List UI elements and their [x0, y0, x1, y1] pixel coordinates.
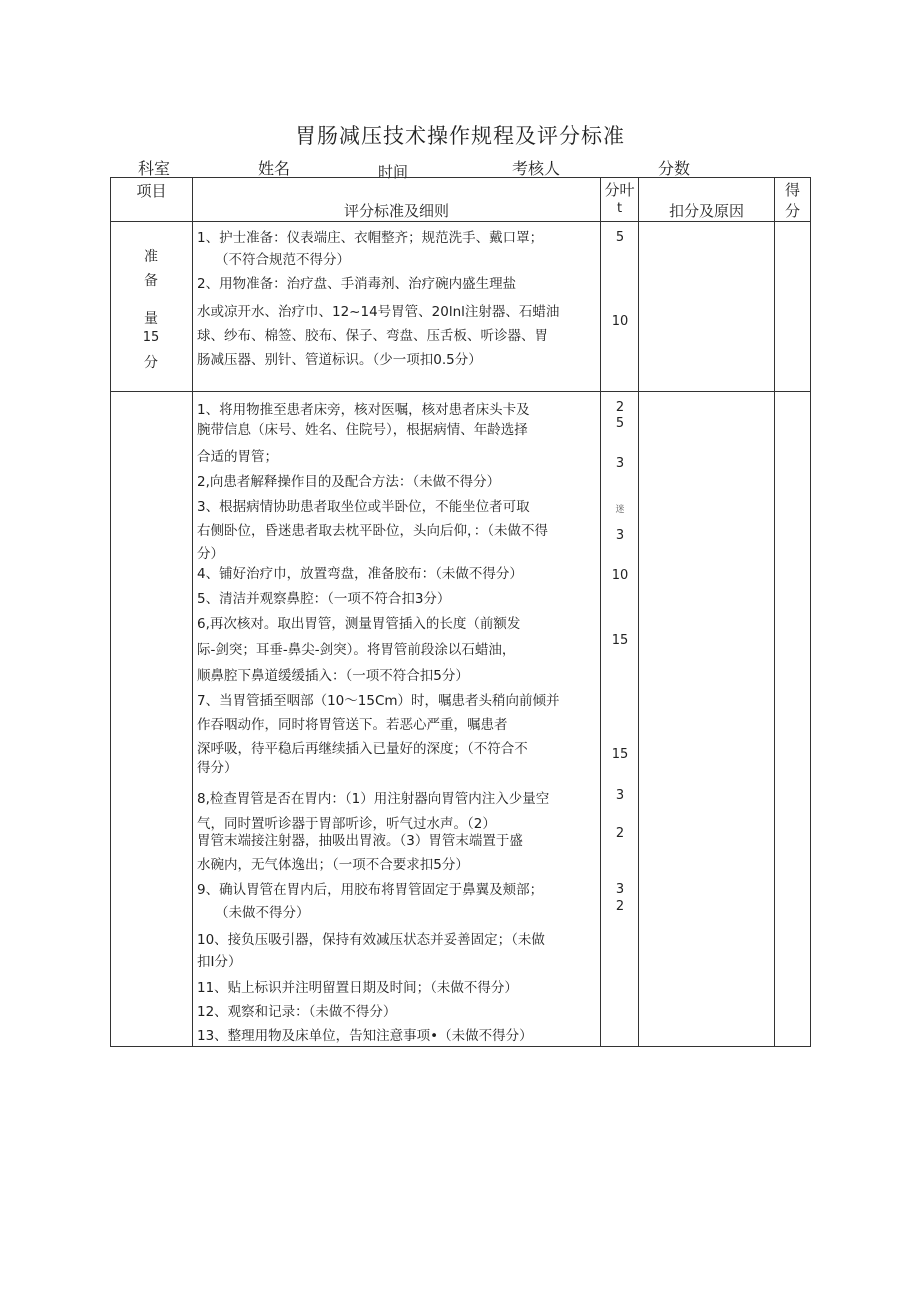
header-criteria-text: 评分标准及细则: [343, 202, 449, 220]
proc-line: 水碗内，无气体逸出；（一项不合要求扣5分）: [197, 857, 469, 873]
proc-line: 腕带信息（床号、姓名、住院号），根据病情、年龄选择: [197, 422, 528, 438]
proc-line: 4、铺好治疗巾，放置弯盘，准备胶布：（未做不得分）: [197, 566, 523, 582]
proc-line: 际-剑突；耳垂-鼻尖-剑突）。将胃管前段涂以石蜡油，: [197, 642, 516, 658]
proc-line: 7、当胃管插至咽部（10～15Cm）时，嘱患者头稍向前倾并: [197, 693, 560, 709]
proc-got-cell: [775, 392, 811, 1047]
proc-line: 12、观察和记录：（未做不得分）: [197, 1004, 397, 1020]
header-points-text-1: 分叶: [604, 181, 635, 199]
proc-score: 5: [615, 416, 625, 431]
header-got: [775, 178, 811, 222]
prep-line: 球、纱布、棉签、胶布、保子、弯盘、压舌板、听诊器、胃: [197, 328, 548, 344]
prep-score: 5: [615, 230, 625, 245]
proc-line: 6,再次核对。取出胃管，测量胃管插入的长度（前额发: [197, 616, 521, 632]
header-criteria: [193, 178, 601, 222]
proc-score: 3: [615, 528, 625, 543]
header-got-text-1: 得: [784, 181, 800, 199]
proc-line: （未做不得分）: [215, 905, 310, 921]
score-label: 分数: [658, 159, 691, 178]
proc-line: 合适的胃管；: [197, 449, 278, 465]
scoring-table: [110, 177, 811, 1047]
prep-line: 肠减压器、别针、管道标识。（少一项扣0.5分）: [197, 352, 482, 368]
proc-score: 3: [615, 456, 625, 471]
header-deduct-text: 扣分及原因: [668, 202, 744, 220]
proc-score: 15: [611, 633, 629, 648]
proc-line: 扣I分）: [197, 954, 242, 970]
proc-criteria-cell: [193, 392, 601, 1047]
time-label: 时间: [378, 163, 409, 181]
proc-score: 2: [615, 899, 625, 914]
proc-line: 得分）: [197, 760, 238, 776]
prep-line: 1、护士准备：仪表端庄、衣帽整齐；规范洗手、戴口罩；: [197, 230, 544, 246]
proc-line: 气，同时置听诊器于胃部听诊，听气过水声。（2）: [197, 816, 496, 832]
prep-line: 水或凉开水、治疗巾、12~14号胃管、20lnl注射器、石蜡油: [197, 304, 560, 320]
proc-line: 顺鼻腔下鼻道缓缓插入：（一项不符合扣5分）: [197, 668, 469, 684]
proc-line: 8,检查胃管是否在胃内：（1）用注射器向胃管内注入少量空: [197, 791, 550, 807]
proc-line: 10、接负压吸引器，保持有效减压状态并妥善固定；（未做: [197, 932, 545, 948]
prep-got-cell: [775, 222, 811, 392]
proc-line: 13、整理用物及床单位，告知注意事项•（未做不得分）: [197, 1028, 533, 1044]
proc-line: 深呼吸，待平稳后再继续插入已量好的深度；（不符合不: [197, 741, 528, 757]
prep-item-cell: [111, 222, 193, 392]
prep-label-5: 分: [144, 355, 158, 371]
prep-points-cell: [601, 222, 639, 392]
proc-points-cell: [601, 392, 639, 1047]
prep-line: 2、用物准备：治疗盘、手消毒剂、治疗碗内盛生理盐: [197, 276, 517, 292]
proc-item-cell: [111, 392, 193, 1047]
proc-line: 5、清洁并观察鼻腔：（一项不符合扣3分）: [197, 591, 451, 607]
proc-score: 2: [615, 400, 625, 415]
proc-line: 分）: [197, 546, 224, 562]
proc-score: 3: [615, 882, 625, 897]
prep-criteria-cell: [193, 222, 601, 392]
prep-line: （不符合规范不得分）: [215, 252, 350, 268]
header-item: [111, 178, 193, 222]
proc-line: 右侧卧位，昏迷患者取去枕平卧位，头向后仰，：（未做不得: [197, 523, 548, 539]
prep-label-4: 15: [142, 330, 160, 345]
proc-score: 迷: [615, 505, 625, 515]
proc-line: 胃管末端接注射器，抽吸出胃液。（3）胃管末端置于盛: [197, 833, 523, 849]
proc-line: 9、确认胃管在胃内后，用胶布将胃管固定于鼻翼及颊部；: [197, 882, 544, 898]
name-label: 姓名: [258, 159, 291, 178]
page-title: 胃肠减压技术操作规程及评分标准: [295, 124, 625, 148]
prep-score: 10: [611, 314, 629, 329]
proc-line: 3、根据病情协助患者取坐位或半卧位，不能坐位者可取: [197, 499, 530, 515]
proc-line: 2,向患者解释操作目的及配合方法：（未做不得分）: [197, 474, 501, 490]
proc-line: 作吞咽动作，同时将胃管送下。若恶心严重，嘱患者: [197, 717, 508, 733]
proc-deduct-cell: [639, 392, 775, 1047]
examiner-label: 考核人: [512, 159, 561, 178]
dept-label: 科室: [138, 159, 171, 178]
proc-score: 2: [615, 826, 625, 841]
header-deduct: [639, 178, 775, 222]
header-points-text-2: t: [616, 201, 623, 216]
proc-line: 1、将用物推至患者床旁，核对医嘱，核对患者床头卡及: [197, 402, 530, 418]
proc-line: 11、贴上标识并注明留置日期及时间；（未做不得分）: [197, 980, 518, 996]
prep-label-1: 准: [144, 249, 158, 265]
header-got-text-2: 分: [784, 202, 800, 220]
prep-deduct-cell: [639, 222, 775, 392]
prep-label-2: 备: [144, 273, 158, 289]
proc-score: 15: [611, 747, 629, 762]
header-item-text: 项目: [136, 182, 167, 200]
prep-label-3: 量: [144, 311, 158, 327]
header-points: [601, 178, 639, 222]
proc-score: 3: [615, 788, 625, 803]
proc-score: 10: [611, 568, 629, 583]
